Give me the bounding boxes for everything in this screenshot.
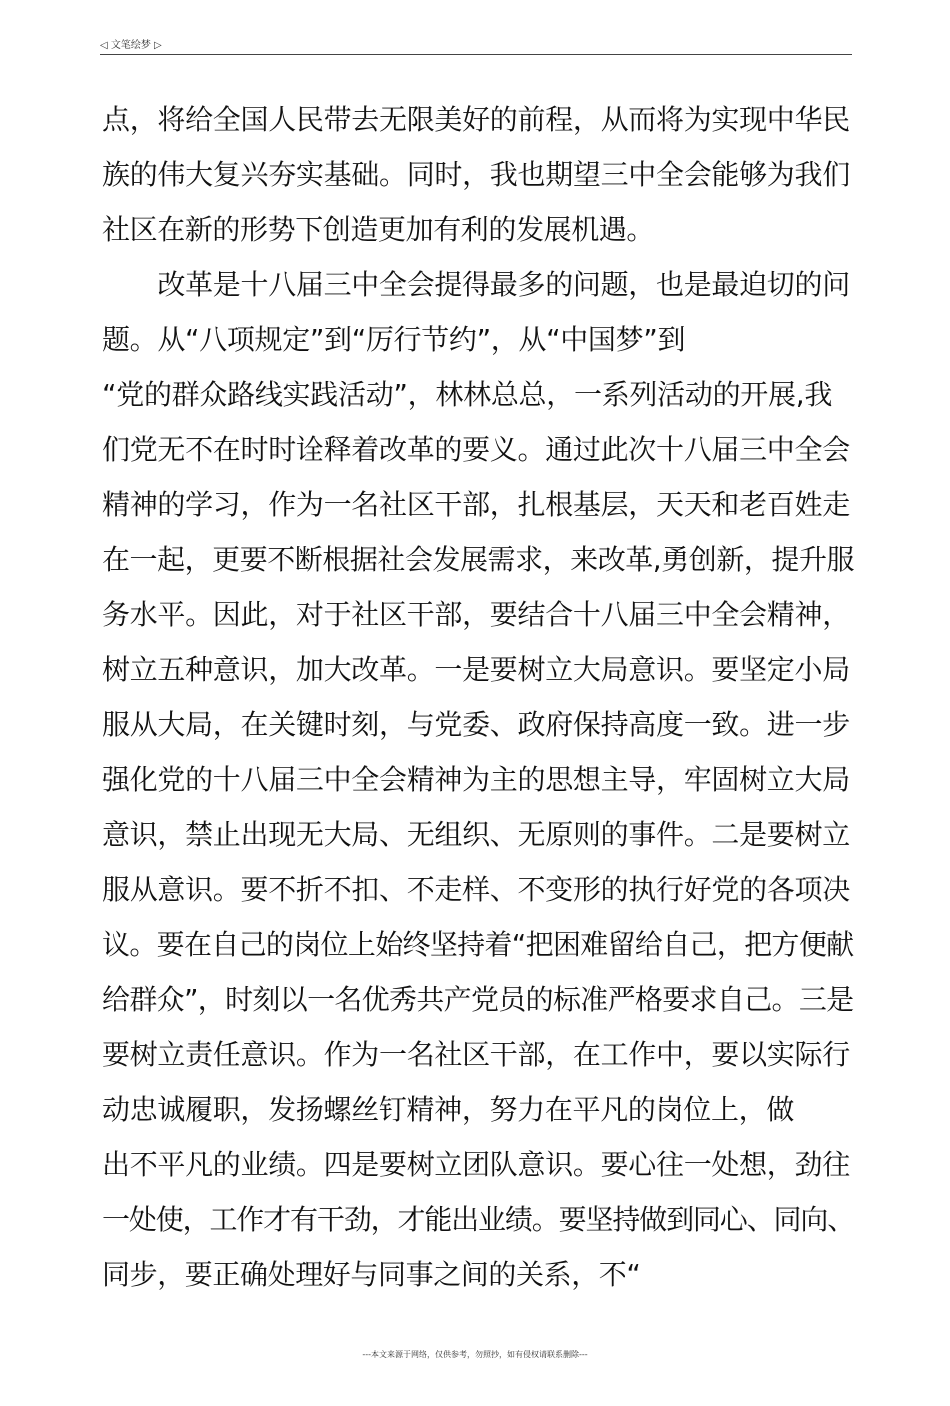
text-line: 同步，要正确处理好与同事之间的关系，不“ [102, 1258, 641, 1291]
page-header [100, 38, 852, 55]
text-line: 改革是十八届三中全会提得最多的问题，也是最迫切的问 [102, 268, 850, 301]
text-line: 给群众”，时刻以一名优秀共产党员的标准严格要求自己。三是 [102, 983, 854, 1016]
footer-disclaimer: ---本文来源于网络，仅供参考，勿照抄，如有侵权请联系删除--- [362, 1350, 588, 1359]
text-line: “党的群众路线实践活动”，林林总总，一系列活动的开展,我 [102, 378, 833, 411]
text-line: 议。要在自己的岗位上始终坚持着“把困难留给自己，把方便献 [102, 928, 854, 961]
document-body [102, 92, 862, 1302]
text-line: 族的伟大复兴夯实基础。同时，我也期望三中全会能够为我们 [102, 158, 850, 191]
text-line: 社区在新的形势下创造更加有利的发展机遇。 [102, 213, 655, 246]
text-line: 题。从“八项规定”到“厉行节约”，从“中国梦”到 [102, 323, 686, 356]
text-line: 在一起，更要不断根据社会发展需求，来改革,勇创新，提升服 [102, 543, 855, 576]
text-line: 意识，禁止出现无大局、无组织、无原则的事件。二是要树立 [102, 818, 850, 851]
text-line: 出不平凡的业绩。四是要树立团队意识。要心往一处想，劲往 [102, 1148, 850, 1181]
text-line: 服从意识。要不折不扣、不走样、不变形的执行好党的各项决 [102, 873, 850, 906]
page-footer [0, 1349, 950, 1360]
text-line: 们党无不在时时诠释着改革的要义。通过此次十八届三中全会 [102, 433, 850, 466]
text-line: 树立五种意识，加大改革。一是要树立大局意识。要坚定小局 [102, 653, 850, 686]
text-line: 服从大局，在关键时刻，与党委、政府保持高度一致。进一步 [102, 708, 850, 741]
text-line: 精神的学习，作为一名社区干部，扎根基层，天天和老百姓走 [102, 488, 850, 521]
text-line: 点，将给全国人民带去无限美好的前程，从而将为实现中华民 [102, 103, 850, 136]
text-line: 一处使，工作才有干劲，才能出业绩。要坚持做到同心、同向、 [102, 1203, 855, 1236]
text-line: 务水平。因此，对于社区干部，要结合十八届三中全会精神， [102, 598, 850, 631]
text-line: 动忠诚履职，发扬螺丝钉精神，努力在平凡的岗位上，做 [102, 1093, 795, 1126]
text-line: 强化党的十八届三中全会精神为主的思想主导，牢固树立大局 [102, 763, 850, 796]
text-line: 要树立责任意识。作为一名社区干部，在工作中，要以实际行 [102, 1038, 850, 1071]
brand-logo: ◁ 文笔绘梦 ▷ [100, 40, 162, 51]
